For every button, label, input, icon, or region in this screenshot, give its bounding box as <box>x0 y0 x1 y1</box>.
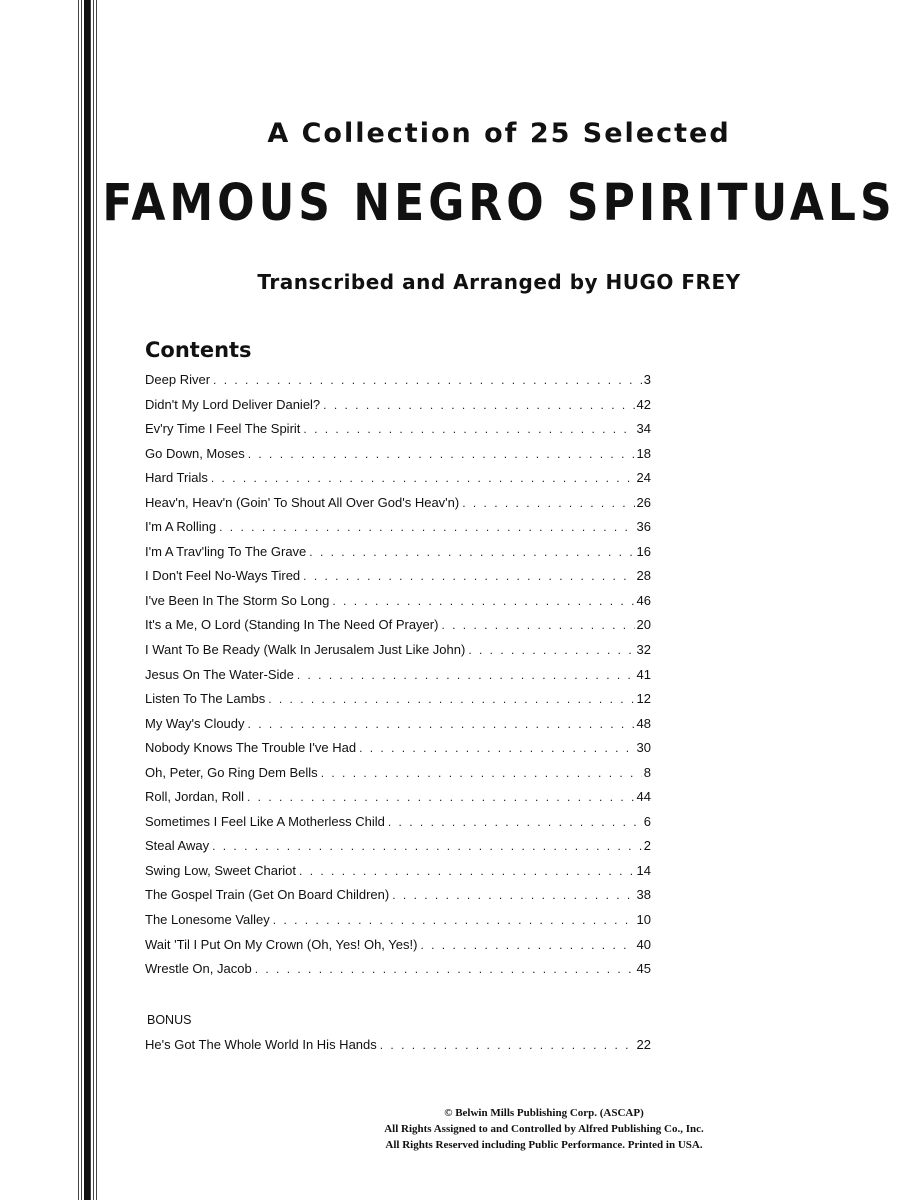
toc-entry <box>145 887 651 912</box>
toc-entry-page: 10 <box>636 912 651 928</box>
toc-entry-title: I Want To Be Ready (Walk In Jerusalem Just Like John) <box>145 642 466 658</box>
toc-entry-page: 46 <box>636 592 651 608</box>
toc-entry <box>145 863 651 888</box>
toc-entry <box>145 568 651 593</box>
toc-entry-title: Didn't My Lord Deliver Daniel? <box>145 396 321 412</box>
toc-entry <box>145 912 651 937</box>
toc-entry-page: 16 <box>636 543 651 559</box>
toc-entry-page: 8 <box>643 764 651 780</box>
toc-entry-page: 22 <box>636 1037 651 1052</box>
toc-entry <box>145 617 651 642</box>
toc-leader-dots <box>297 668 635 682</box>
toc-leader-dots <box>299 864 635 878</box>
toc-entry <box>145 495 651 520</box>
bonus-label: BONUS <box>147 1013 192 1027</box>
copyright-block <box>143 1105 900 1153</box>
toc-entry <box>145 1037 651 1062</box>
toc-leader-dots <box>303 569 634 583</box>
toc-entry <box>145 716 651 741</box>
toc-entry <box>145 446 651 471</box>
toc-entry-title: He's Got The Whole World In His Hands <box>145 1037 377 1052</box>
toc-entry <box>145 593 651 618</box>
toc-entry-title: Nobody Knows The Trouble I've Had <box>145 740 357 756</box>
toc-leader-dots <box>392 888 634 902</box>
toc-entry-title: The Gospel Train (Get On Board Children) <box>145 887 390 903</box>
toc-entry-page: 34 <box>636 421 651 437</box>
toc-entry-page: 30 <box>636 740 651 756</box>
toc-entry-title: I'm A Rolling <box>145 519 217 535</box>
bonus-list <box>145 1037 651 1062</box>
toc-entry <box>145 789 651 814</box>
toc-entry-title: Sometimes I Feel Like A Motherless Child <box>145 813 385 829</box>
toc-entry <box>145 372 651 397</box>
toc-entry-title: My Way's Cloudy <box>145 715 245 731</box>
toc-entry-title: Heav'n, Heav'n (Goin' To Shout All Over God's Heav'n) <box>145 494 460 510</box>
toc-leader-dots <box>388 815 642 829</box>
toc-entry <box>145 519 651 544</box>
toc-entry-title: Listen To The Lambs <box>145 691 266 707</box>
toc-entry <box>145 937 651 962</box>
toc-leader-dots <box>303 422 634 436</box>
toc-entry <box>145 740 651 765</box>
contents-list <box>145 372 651 986</box>
toc-entry-title: Oh, Peter, Go Ring Dem Bells <box>145 764 318 780</box>
toc-leader-dots <box>248 717 635 731</box>
toc-entry <box>145 470 651 495</box>
arranger-line: Transcribed and Arranged by HUGO FREY <box>257 270 741 294</box>
toc-entry-page: 2 <box>643 838 651 854</box>
toc-entry-title: Deep River <box>145 372 211 387</box>
toc-entry-title: Steal Away <box>145 838 210 854</box>
toc-entry-page: 20 <box>636 617 651 633</box>
toc-entry-page: 36 <box>636 519 651 535</box>
toc-entry-page: 12 <box>636 691 651 707</box>
toc-entry-title: Ev'ry Time I Feel The Spirit <box>145 421 301 437</box>
toc-entry-page: 14 <box>636 862 651 878</box>
toc-entry-page: 6 <box>643 813 651 829</box>
toc-entry <box>145 397 651 422</box>
toc-leader-dots <box>211 471 635 485</box>
toc-leader-dots <box>219 520 634 534</box>
toc-entry-page: 42 <box>636 396 651 412</box>
toc-leader-dots <box>462 496 634 510</box>
copyright-line-3: All Rights Reserved including Public Performance. Printed in USA. <box>385 1139 703 1151</box>
toc-entry-page: 41 <box>636 666 651 682</box>
collection-line: A Collection of 25 Selected <box>267 118 731 149</box>
toc-entry <box>145 667 651 692</box>
toc-entry-title: Wait 'Til I Put On My Crown (Oh, Yes! Oh, Yes!) <box>145 936 418 952</box>
toc-entry-title: Jesus On The Water-Side <box>145 666 294 682</box>
toc-entry-page: 45 <box>636 961 651 977</box>
toc-leader-dots <box>332 594 634 608</box>
toc-leader-dots <box>380 1038 635 1052</box>
toc-leader-dots <box>213 373 642 387</box>
toc-leader-dots <box>441 618 634 632</box>
toc-entry-page: 48 <box>636 715 651 731</box>
toc-entry-page: 40 <box>636 936 651 952</box>
toc-entry-page: 3 <box>643 372 651 387</box>
toc-leader-dots <box>359 741 634 755</box>
main-title: FAMOUS NEGRO SPIRITUALS <box>102 174 896 233</box>
toc-leader-dots <box>268 692 634 706</box>
toc-entry <box>145 691 651 716</box>
toc-leader-dots <box>321 766 642 780</box>
toc-entry <box>145 421 651 446</box>
toc-entry <box>145 814 651 839</box>
copyright-line-1: © Belwin Mills Publishing Corp. (ASCAP) <box>444 1107 644 1119</box>
toc-leader-dots <box>309 545 634 559</box>
toc-leader-dots <box>255 962 635 976</box>
toc-entry-title: Go Down, Moses <box>145 445 245 461</box>
toc-entry-title: The Lonesome Valley <box>145 912 270 928</box>
toc-entry-title: Hard Trials <box>145 470 208 486</box>
spine-edge <box>84 0 90 1200</box>
toc-leader-dots <box>247 790 635 804</box>
toc-entry-page: 44 <box>636 789 651 805</box>
toc-leader-dots <box>468 643 634 657</box>
copyright-line-2: All Rights Assigned to and Controlled by Alfred Publishing Co., Inc. <box>384 1123 704 1135</box>
toc-entry-title: It's a Me, O Lord (Standing In The Need Of Prayer) <box>145 617 439 633</box>
toc-entry-page: 38 <box>636 887 651 903</box>
toc-entry-title: Wrestle On, Jacob <box>145 961 252 977</box>
toc-entry-title: I'm A Trav'ling To The Grave <box>145 543 307 559</box>
toc-entry <box>145 642 651 667</box>
toc-leader-dots <box>323 398 634 412</box>
toc-leader-dots <box>273 913 635 927</box>
toc-entry-title: Roll, Jordan, Roll <box>145 789 244 805</box>
toc-entry-page: 24 <box>636 470 651 486</box>
toc-leader-dots <box>420 938 634 952</box>
toc-entry-title: I Don't Feel No-Ways Tired <box>145 568 301 584</box>
toc-entry-title: I've Been In The Storm So Long <box>145 592 330 608</box>
contents-heading: Contents <box>145 338 252 362</box>
toc-entry-page: 26 <box>636 494 651 510</box>
toc-entry-title: Swing Low, Sweet Chariot <box>145 862 297 878</box>
toc-entry <box>145 838 651 863</box>
toc-entry <box>145 765 651 790</box>
toc-entry-page: 28 <box>636 568 651 584</box>
toc-leader-dots <box>248 447 635 461</box>
toc-entry <box>145 961 651 986</box>
toc-entry-page: 18 <box>636 445 651 461</box>
toc-leader-dots <box>212 839 642 853</box>
toc-entry <box>145 544 651 569</box>
toc-entry-page: 32 <box>636 642 651 658</box>
